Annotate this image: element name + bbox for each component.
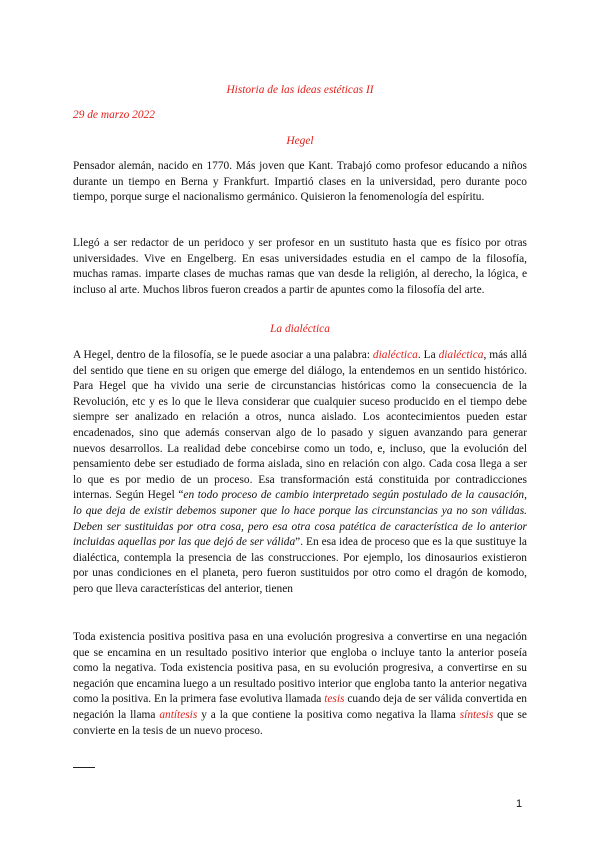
short-divider-line [73,767,95,768]
text-run: , más allá del sentido que tiene en su origen que emerge del diálogo, la entendemos en un sentido histórico. Para Hegel que ha vivido una serie de circunstancias históricas como la consecuencia de la Revolución, etc y es lo que le lleva considerar que cualquier suceso producido en el tiempo debe siempre ser analizado en relación a otros, nunca aislado. Los acontecimientos pueden estar encadenados, sino que además conservan algo de lo pasado y siguen avanzando para generar nuevos desarrollos. La realidad debe concebirse como un todo, e, incluso, que la evolución del pensamiento debe ser estudiado de forma aislada, sino en relación con algo. Cada cosa llega a ser lo que es por medio de un proceso. Esa transformación está constituida por contradicciones internas. Según Hegel “ [73,349,527,502]
term-dialectica: dialéctica [372,349,418,361]
term-sintesis: síntesis [459,708,494,721]
paragraph-dialectica [73,348,527,598]
subsection-title-dialectica: La dialéctica [270,323,330,335]
text-run: ”. En esa idea de proceso que es la que sustituye la dialéctica, contempla la presencia de las construcciones. Por ejemplo, los dinosaurios existieron por unas condiciones en el planeta, pero fueron sustituidos por otro como el dragón de komodo, pero que lleva características del anterior, tienen [73,536,527,595]
section-title-hegel: Hegel [286,135,314,147]
term-tesis: tesis [324,693,345,706]
term-dialectica: dialéctica [438,349,484,361]
hegel-quote: en todo proceso de cambio interpretado según postulado de la causación, lo que deja de existir debemos suponer que lo hace porque las circunstancias ya no son válidas. Deben ser sustituidas por otra cosa, pero esa otra cosa patética de característica de lo anterior incluidas aquellas por las que dejó de ser válida [73,489,527,549]
date-line: 29 de marzo 2022 [73,109,155,121]
text-run: y a la que contiene la positiva como negativa la llama [197,708,460,721]
paragraph-tesis-antitesis [73,630,527,739]
text-run: Toda existencia positiva positiva pasa en una evolución progresiva a convertirse en una negación que se encamina en un resultado positivo interior que engloba o incluye tanto la anterior poseía como la negativa. Toda existencia positiva pasa, en su evolución progresiva, a convertirse en su negación que encamina luego a un resultado positivo interior que engloba tanto la anterior negativa como la positiva. En la primera fase evolutiva llamada [73,631,527,706]
text-run: que se convierte en la tesis de un nuevo proceso. [73,708,527,737]
term-antitesis: antítesis [159,708,198,721]
text-run: A Hegel, dentro de la filosofía, se le puede asociar a una palabra: [73,349,373,361]
text-run: . La [417,349,439,361]
paragraph-career: Llegó a ser redactor de un peridoco y ser profesor en un sustituto hasta que es físico por otras universidades. Vive en Engelberg. En esas universidades estudia en el campo de la filosofía, muchas ramas. imparte clases de muchas ramas que van desde la religión, al derecho, la lógica, e incluso al arte. Muchos libros fueron creados a partir de apuntes como la filosofía del arte. [73,237,527,296]
text-run: cuando deja de ser válida convertida en negación la llama [73,693,528,721]
page-number: 1 [516,798,523,810]
course-title: Historia de las ideas estéticas II [226,84,374,96]
paragraph-biography: Pensador alemán, nacido en 1770. Más joven que Kant. Trabajó como profesor educando a niños durante un tiempo en Berna y Frankfurt. Impartió clases en la universidad, pero durante poco tiempo, porque surge el nacionalismo germánico. Quisieron la fenomenología del espíritu. [73,160,527,204]
